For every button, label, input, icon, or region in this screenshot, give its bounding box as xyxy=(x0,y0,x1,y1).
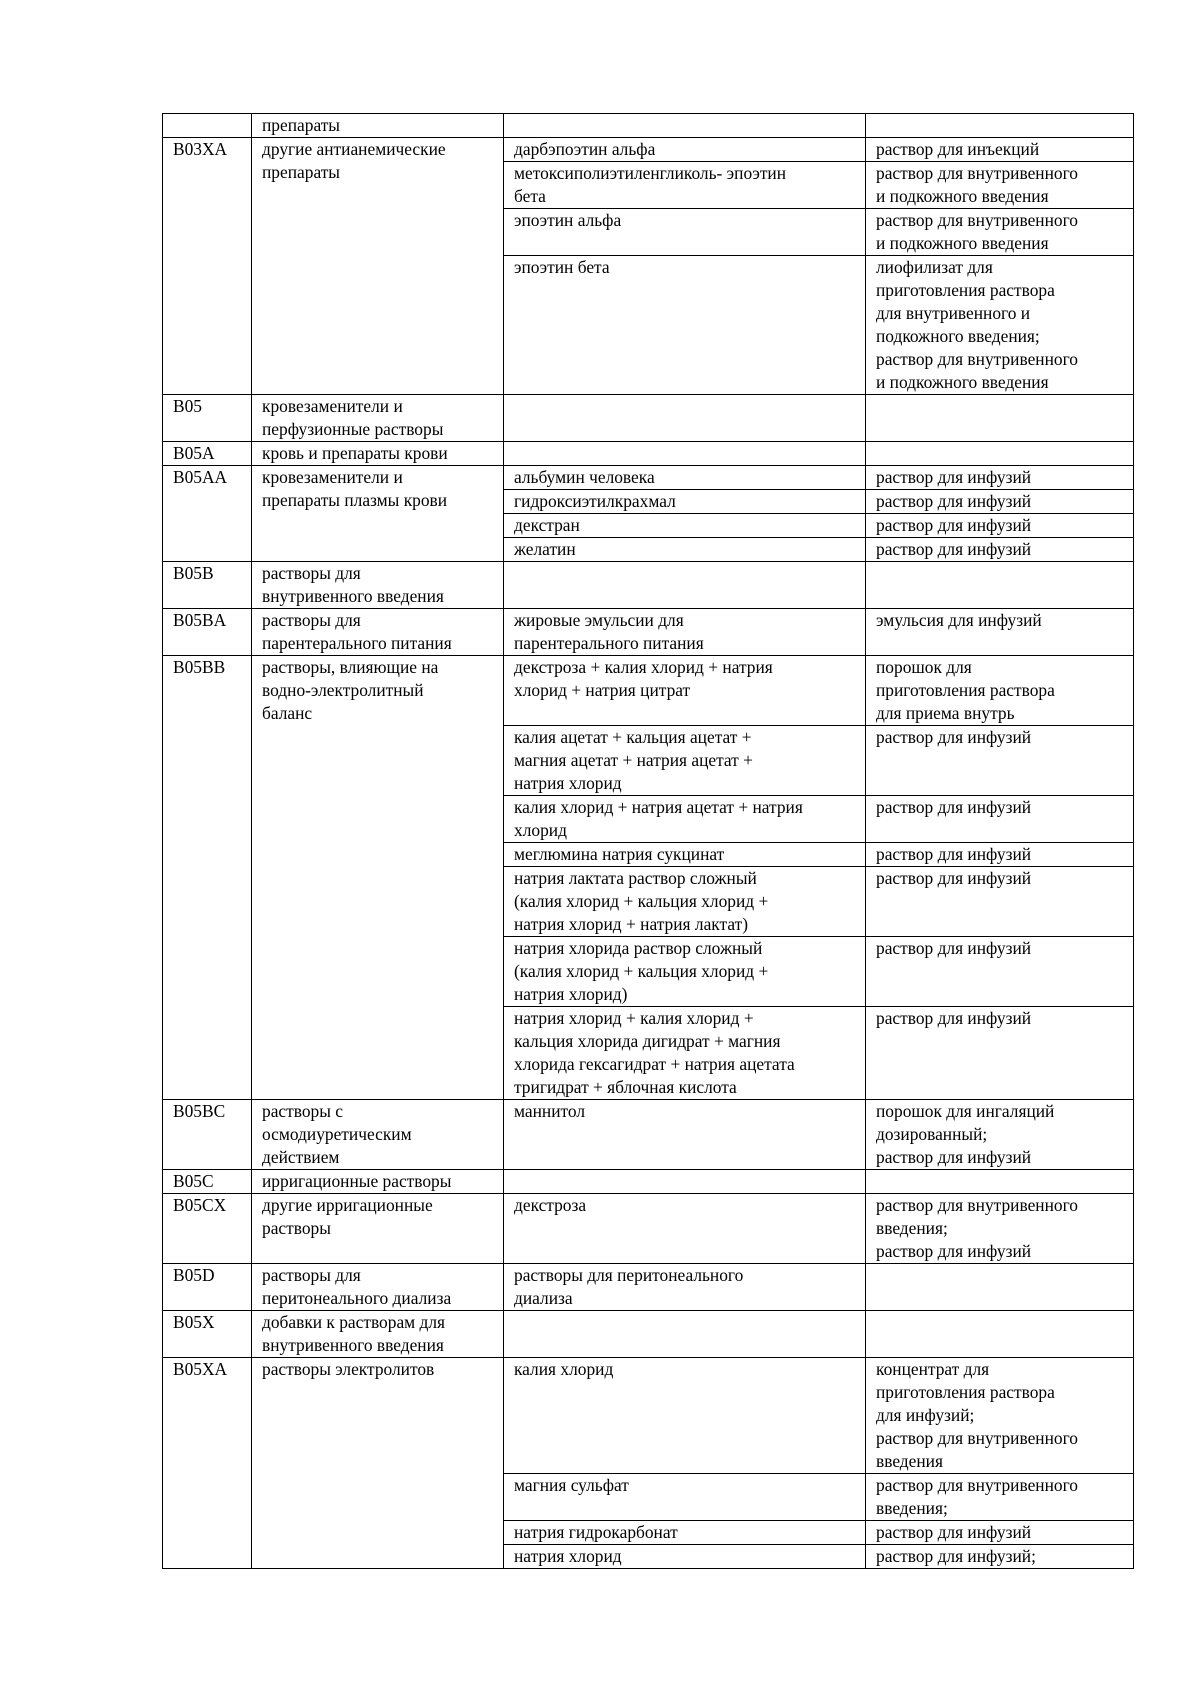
drug-name-cell xyxy=(504,1311,866,1358)
atc-code-cell: B03XA xyxy=(163,138,252,395)
drug-classification-table xyxy=(162,113,1134,1569)
dosage-form-cell: концентрат для приготовления раствора для инфузий; раствор для внутривенного введения xyxy=(866,1358,1134,1474)
atc-code-cell: B05 xyxy=(163,395,252,442)
drug-name-cell: декстроза xyxy=(504,1194,866,1264)
atc-code-cell: B05AA xyxy=(163,466,252,562)
dosage-form-cell xyxy=(866,442,1134,466)
anatomical-therapeutic-group-cell: растворы для внутривенного введения xyxy=(252,562,504,609)
anatomical-therapeutic-group-cell: растворы с осмодиуретическим действием xyxy=(252,1100,504,1170)
anatomical-therapeutic-group-cell: препараты xyxy=(252,114,504,138)
dosage-form-cell: раствор для инфузий xyxy=(866,867,1134,937)
drug-name-cell: декстроза + калия хлорид + натрия хлорид + натрия цитрат xyxy=(504,656,866,726)
dosage-form-cell: раствор для внутривенного и подкожного введения xyxy=(866,162,1134,209)
dosage-form-cell: раствор для инфузий; xyxy=(866,1545,1134,1569)
atc-code-cell: B05XA xyxy=(163,1358,252,1569)
table-row xyxy=(163,1311,1134,1358)
anatomical-therapeutic-group-cell: растворы для перитонеального диализа xyxy=(252,1264,504,1311)
drug-name-cell: меглюмина натрия сукцинат xyxy=(504,843,866,867)
table-row xyxy=(163,466,1134,490)
drug-name-cell: калия хлорид + натрия ацетат + натрия хлорид xyxy=(504,796,866,843)
dosage-form-cell: раствор для инфузий xyxy=(866,796,1134,843)
atc-code-cell: B05BC xyxy=(163,1100,252,1170)
table-row xyxy=(163,562,1134,609)
atc-code-cell: B05BA xyxy=(163,609,252,656)
dosage-form-cell: лиофилизат для приготовления раствора для внутривенного и подкожного введения; раствор для внутривенного и подкожного введения xyxy=(866,256,1134,395)
table-row xyxy=(163,1194,1134,1264)
drug-name-cell: растворы для перитонеального диализа xyxy=(504,1264,866,1311)
dosage-form-cell xyxy=(866,562,1134,609)
anatomical-therapeutic-group-cell: растворы, влияющие на водно-электролитный баланс xyxy=(252,656,504,1100)
drug-name-cell: маннитол xyxy=(504,1100,866,1170)
dosage-form-cell: раствор для инфузий xyxy=(866,490,1134,514)
anatomical-therapeutic-group-cell: другие антианемические препараты xyxy=(252,138,504,395)
atc-code-cell: B05C xyxy=(163,1170,252,1194)
table-row xyxy=(163,395,1134,442)
drug-name-cell: магния сульфат xyxy=(504,1474,866,1521)
table-row xyxy=(163,1264,1134,1311)
table-body xyxy=(163,114,1134,1569)
drug-name-cell: натрия хлорида раствор сложный (калия хлорид + кальция хлорид + натрия хлорид) xyxy=(504,937,866,1007)
anatomical-therapeutic-group-cell: другие ирригационные растворы xyxy=(252,1194,504,1264)
drug-name-cell xyxy=(504,442,866,466)
drug-name-cell: дарбэпоэтин альфа xyxy=(504,138,866,162)
dosage-form-cell: раствор для внутривенного введения; раствор для инфузий xyxy=(866,1194,1134,1264)
dosage-form-cell xyxy=(866,1264,1134,1311)
anatomical-therapeutic-group-cell: кровезаменители и перфузионные растворы xyxy=(252,395,504,442)
dosage-form-cell: раствор для инфузий xyxy=(866,538,1134,562)
dosage-form-cell xyxy=(866,114,1134,138)
dosage-form-cell: раствор для инфузий xyxy=(866,1007,1134,1100)
anatomical-therapeutic-group-cell: растворы электролитов xyxy=(252,1358,504,1569)
atc-code-cell: B05CX xyxy=(163,1194,252,1264)
dosage-form-cell xyxy=(866,1170,1134,1194)
anatomical-therapeutic-group-cell: ирригационные растворы xyxy=(252,1170,504,1194)
atc-code-cell: B05BB xyxy=(163,656,252,1100)
table-row xyxy=(163,609,1134,656)
drug-name-cell: метоксиполиэтиленгликоль- эпоэтин бета xyxy=(504,162,866,209)
dosage-form-cell: раствор для инфузий xyxy=(866,466,1134,490)
anatomical-therapeutic-group-cell: растворы для парентерального питания xyxy=(252,609,504,656)
dosage-form-cell: раствор для внутривенного и подкожного введения xyxy=(866,209,1134,256)
atc-code-cell: B05B xyxy=(163,562,252,609)
drug-name-cell: натрия лактата раствор сложный (калия хлорид + кальция хлорид + натрия хлорид + натрия лактат) xyxy=(504,867,866,937)
dosage-form-cell: раствор для инфузий xyxy=(866,514,1134,538)
drug-name-cell xyxy=(504,395,866,442)
dosage-form-cell xyxy=(866,1311,1134,1358)
table-row xyxy=(163,138,1134,162)
table-row xyxy=(163,1100,1134,1170)
table-row xyxy=(163,114,1134,138)
atc-code-cell xyxy=(163,114,252,138)
dosage-form-cell xyxy=(866,395,1134,442)
drug-name-cell: альбумин человека xyxy=(504,466,866,490)
dosage-form-cell: раствор для инфузий xyxy=(866,726,1134,796)
atc-code-cell: B05D xyxy=(163,1264,252,1311)
dosage-form-cell: раствор для инфузий xyxy=(866,843,1134,867)
atc-code-cell: B05X xyxy=(163,1311,252,1358)
dosage-form-cell: раствор для инфузий xyxy=(866,1521,1134,1545)
drug-name-cell xyxy=(504,1170,866,1194)
drug-name-cell: гидроксиэтилкрахмал xyxy=(504,490,866,514)
table-row xyxy=(163,1358,1134,1474)
drug-name-cell: натрия хлорид + калия хлорид + кальция хлорида дигидрат + магния хлорида гексагидрат + натрия ацетата тригидрат + яблочная кислота xyxy=(504,1007,866,1100)
anatomical-therapeutic-group-cell: кровезаменители и препараты плазмы крови xyxy=(252,466,504,562)
table-row xyxy=(163,1170,1134,1194)
dosage-form-cell: эмульсия для инфузий xyxy=(866,609,1134,656)
dosage-form-cell: раствор для инъекций xyxy=(866,138,1134,162)
dosage-form-cell: порошок для ингаляций дозированный; раствор для инфузий xyxy=(866,1100,1134,1170)
drug-name-cell: калия ацетат + кальция ацетат + магния ацетат + натрия ацетат + натрия хлорид xyxy=(504,726,866,796)
drug-name-cell: эпоэтин альфа xyxy=(504,209,866,256)
dosage-form-cell: раствор для инфузий xyxy=(866,937,1134,1007)
anatomical-therapeutic-group-cell: кровь и препараты крови xyxy=(252,442,504,466)
atc-code-cell: B05A xyxy=(163,442,252,466)
drug-name-cell: эпоэтин бета xyxy=(504,256,866,395)
drug-name-cell: жировые эмульсии для парентерального питания xyxy=(504,609,866,656)
drug-name-cell: декстран xyxy=(504,514,866,538)
drug-name-cell: натрия гидрокарбонат xyxy=(504,1521,866,1545)
table-row xyxy=(163,442,1134,466)
dosage-form-cell: порошок для приготовления раствора для приема внутрь xyxy=(866,656,1134,726)
drug-name-cell: желатин xyxy=(504,538,866,562)
drug-name-cell xyxy=(504,562,866,609)
drug-name-cell xyxy=(504,114,866,138)
dosage-form-cell: раствор для внутривенного введения; xyxy=(866,1474,1134,1521)
anatomical-therapeutic-group-cell: добавки к растворам для внутривенного введения xyxy=(252,1311,504,1358)
drug-name-cell: натрия хлорид xyxy=(504,1545,866,1569)
drug-name-cell: калия хлорид xyxy=(504,1358,866,1474)
table-row xyxy=(163,656,1134,726)
